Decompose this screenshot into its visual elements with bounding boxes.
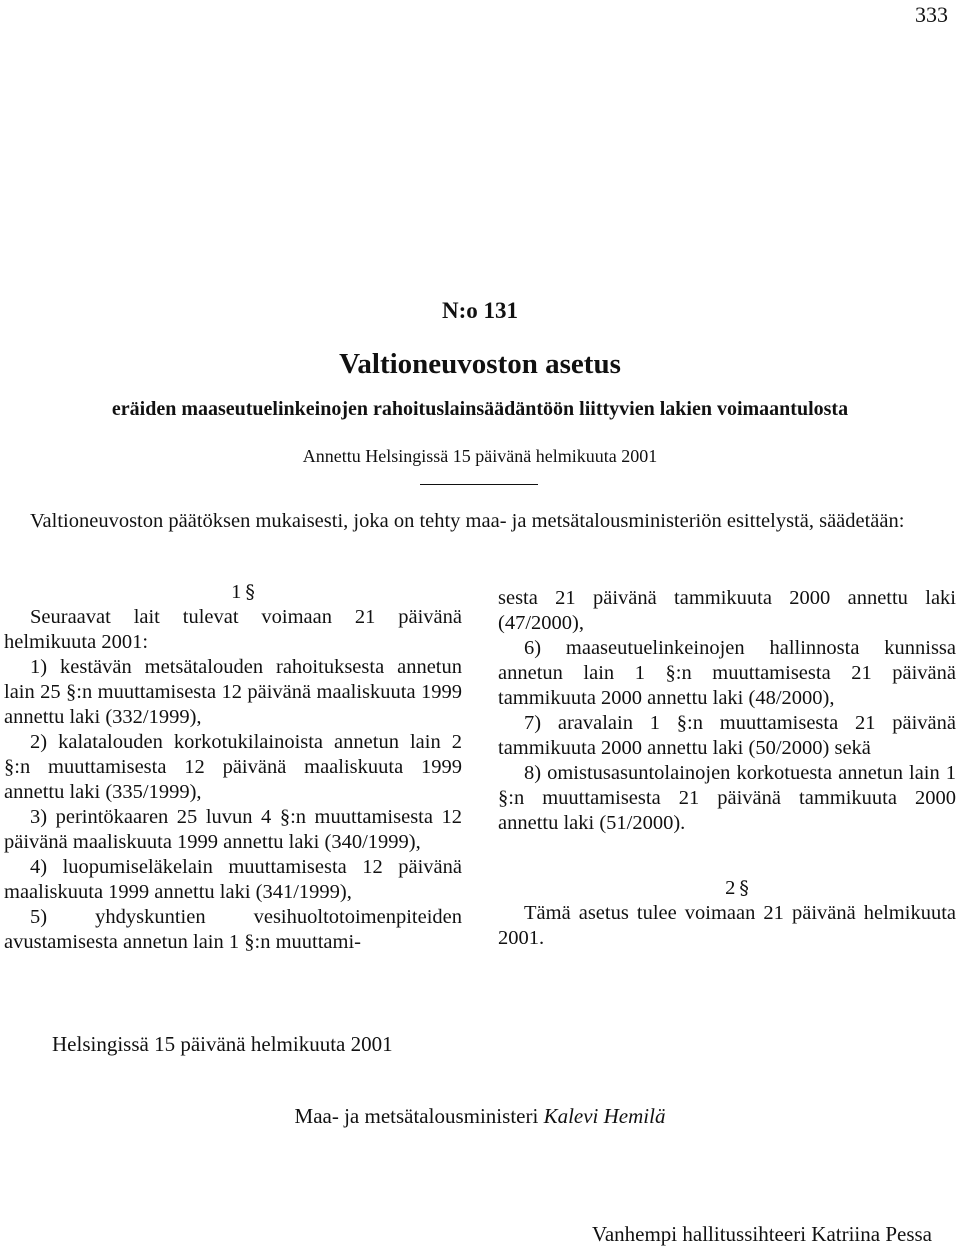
minister-name: Kalevi Hemilä — [543, 1104, 666, 1128]
left-column — [4, 580, 462, 955]
section-2-number: 2 — [725, 877, 736, 899]
section-2-text: Tämä asetus tulee voimaan 21 päivänä helmikuuta 2001. — [498, 902, 956, 949]
list-item-1: 1) kestävän metsätalouden rahoituksesta annetun lain 25 §:n muuttamisesta 12 päivänä maaliskuuta 1999 annettu laki (332/1999), — [4, 656, 462, 728]
signing-place: Helsingissä 15 päivänä helmikuuta 2001 — [52, 1032, 393, 1056]
list-item-3: 3) perintökaaren 25 luvun 4 §:n muuttamisesta 12 päivänä maaliskuuta 1999 annettu laki (340/1999), — [4, 806, 462, 853]
section-2-heading — [498, 876, 956, 901]
preamble — [4, 508, 956, 534]
title-divider — [420, 484, 538, 485]
minister-signature — [0, 1104, 960, 1129]
list-item-4: 4) luopumiseläkelain muuttamisesta 12 päivänä maaliskuuta 1999 annettu laki (341/1999), — [4, 856, 462, 903]
section-1-heading — [4, 580, 462, 605]
act-title: Valtioneuvoston asetus — [339, 348, 621, 380]
list-item-6: 6) maaseutuelinkeinojen hallinnosta kunnissa annetun lain 1 §:n muuttamisesta 21 päivänä tammikuuta 2000 annettu laki (48/2000), — [498, 637, 956, 709]
act-subtitle: eräiden maaseutuelinkeinojen rahoituslainsäädäntöön liittyvien lakien voimaantulosta — [111, 398, 849, 420]
act-number: N:o 131 — [441, 298, 519, 323]
section-1-number: 1 — [231, 581, 242, 603]
list-item-7: 7) aravalain 1 §:n muuttamisesta 21 päivänä tammikuuta 2000 annettu laki (50/2000) sekä — [498, 712, 956, 759]
section-1-intro: Seuraavat lait tulevat voimaan 21 päivänä helmikuuta 2001: — [4, 606, 462, 653]
page-number: 333 — [915, 2, 948, 27]
secretary-signature: Vanhempi hallitussihteeri Katriina Pessa — [591, 1222, 932, 1246]
given-line: Annettu Helsingissä 15 päivänä helmikuuta 2001 — [302, 446, 658, 466]
minister-title: Maa- ja metsätalousministeri — [294, 1104, 539, 1128]
right-column — [498, 586, 956, 951]
section-symbol: § — [739, 877, 749, 899]
list-item-8: 8) omistusasuntolainojen korkotuesta annetun lain 1 §:n muuttamisesta 21 päivänä tammikuuta 2000 annettu laki (51/2000). — [498, 762, 956, 834]
preamble-text: Valtioneuvoston päätöksen mukaisesti, joka on tehty maa- ja metsätalousministeriön esittelystä, säädetään: — [30, 510, 905, 532]
list-item-5-end: sesta 21 päivänä tammikuuta 2000 annettu laki (47/2000), — [498, 587, 956, 634]
list-item-2: 2) kalatalouden korkotukilainoista annetun lain 2 §:n muuttamisesta 12 päivänä maaliskuuta 1999 annettu laki (335/1999), — [4, 731, 462, 803]
section-symbol: § — [245, 581, 255, 603]
list-item-5-start: 5) yhdyskuntien vesihuoltotoimenpiteiden avustamisesta annetun lain 1 §:n muuttami- — [4, 906, 462, 953]
